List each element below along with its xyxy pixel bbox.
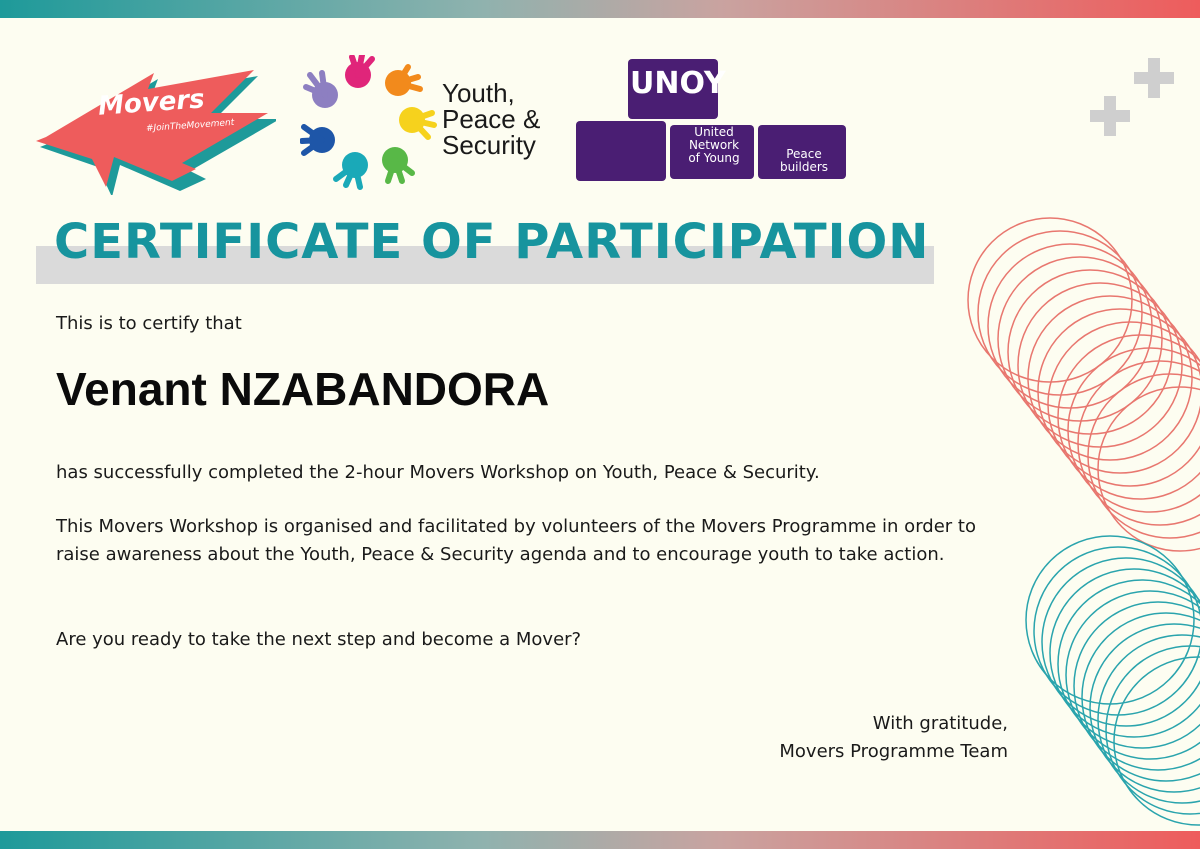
top-gradient-bar [0,0,1200,18]
completed-line: has successfully completed the 2-hour Movers Workshop on Youth, Peace & Security. [56,462,820,483]
unoy-line-group [672,126,756,165]
unoy-line-1: United [694,125,734,139]
movers-logo-text: Movers [97,84,206,122]
yps-line-2: Peace & [442,104,541,134]
unoy-line-group-2 [760,148,848,174]
signoff-line-2: Movers Programme Team [779,741,1008,762]
plus-icon [1134,58,1174,98]
decorative-rings [960,200,1200,830]
yps-line-3: Security [442,130,536,160]
certificate-title: CERTIFICATE OF PARTICIPATION [54,214,930,270]
organised-paragraph: This Movers Workshop is organised and facilitated by volunteers of the Movers Programme in order to raise awareness about the Youth, Peace & Security agenda and to encourage youth to take action. [56,516,976,565]
unoy-line-5: builders [779,160,829,174]
certify-line: This is to certify that [56,313,242,334]
yps-line-1: Youth, [442,78,515,108]
bottom-gradient-bar [0,831,1200,849]
movers-logo-tagline: #JoinTheMovement [145,117,235,135]
plus-icon-2 [1090,96,1130,136]
youth-peace-security-logo-text [442,80,572,158]
unoy-acronym: UNOY [630,66,726,101]
unoy-line-4: Peace [786,147,822,161]
unoy-line-2: Network [688,138,740,152]
recipient-name: Venant NZABANDORA [56,363,550,415]
youth-peace-security-hands-icon [300,55,440,190]
mover-question: Are you ready to take the next step and become a Mover? [56,629,582,650]
unoy-line-3: of Young [688,151,740,165]
signoff-line-1: With gratitude, [872,713,1008,734]
